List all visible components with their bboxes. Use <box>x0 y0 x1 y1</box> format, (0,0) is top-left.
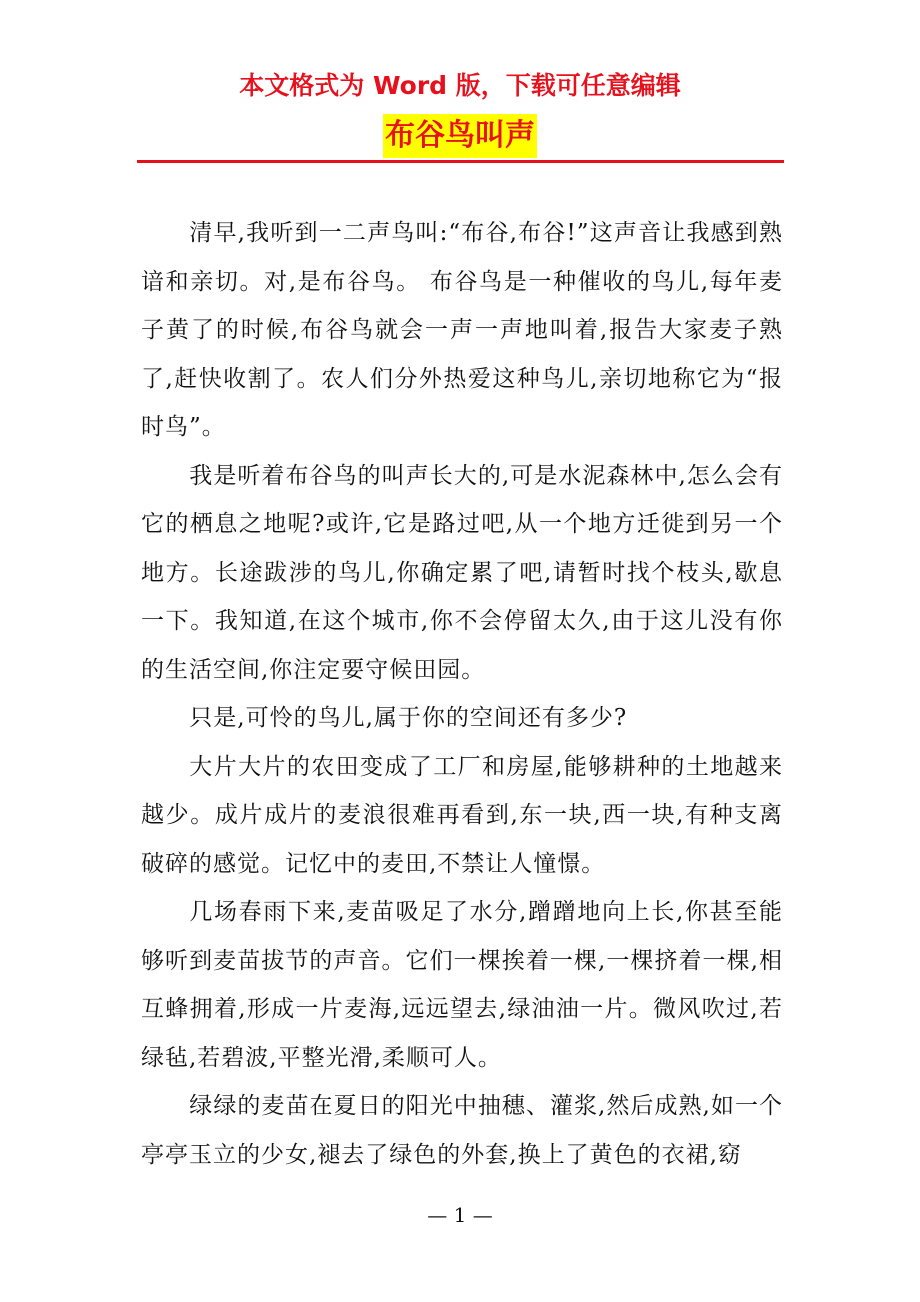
document-title: 布谷鸟叫声 <box>383 114 537 158</box>
paragraph: 只是,可怜的鸟儿,属于你的空间还有多少? <box>189 705 628 731</box>
page-number: — 1 — <box>427 1203 493 1227</box>
paragraph: 绿绿的麦苗在夏日的阳光中抽穗、灌浆,然后成熟,如一个亭亭玉立的少女,褪去了绿色的外套,换上了黄色的衣裙,窈 <box>141 1093 783 1168</box>
paragraph: 清早,我听到一二声鸟叫:“布谷,布谷!”这声音让我感到熟谙和亲切。对,是布谷鸟。 布谷鸟是一种催收的鸟儿,每年麦子黄了的时候,布谷鸟就会一声一声地叫着,报告大家麦子熟了,赶快收割了。农人们分外热爱这种鸟儿,亲切地称它为“报时鸟”。 <box>141 220 783 440</box>
title-divider <box>137 160 784 163</box>
paragraph: 大片大片的农田变成了工厂和房屋,能够耕种的土地越来越少。成片成片的麦浪很难再看到,东一块,西一块,有种支离破碎的感觉。记忆中的麦田,不禁让人憧憬。 <box>141 753 783 877</box>
format-notice-banner: 本文格式为 Word 版，下载可任意编辑 <box>239 71 681 100</box>
document-body <box>141 209 783 1179</box>
paragraph: 我是听着布谷鸟的叫声长大的,可是水泥森林中,怎么会有它的栖息之地呢?或许,它是路过吧,从一个地方迁徙到另一个地方。长途跋涉的鸟儿,你确定累了吧,请暂时找个枝头,歇息一下。我知道,在这个城市,你不会停留太久,由于这儿没有你的生活空间,你注定要守候田园。 <box>141 462 783 683</box>
paragraph: 几场春雨下来,麦苗吸足了水分,蹭蹭地向上长,你甚至能够听到麦苗拔节的声音。它们一棵挨着一棵,一棵挤着一棵,相互蜂拥着,形成一片麦海,远远望去,绿油油一片。微风吹过,若绿毡,若碧波,平整光滑,柔顺可人。 <box>141 899 783 1071</box>
title-container <box>0 114 920 158</box>
